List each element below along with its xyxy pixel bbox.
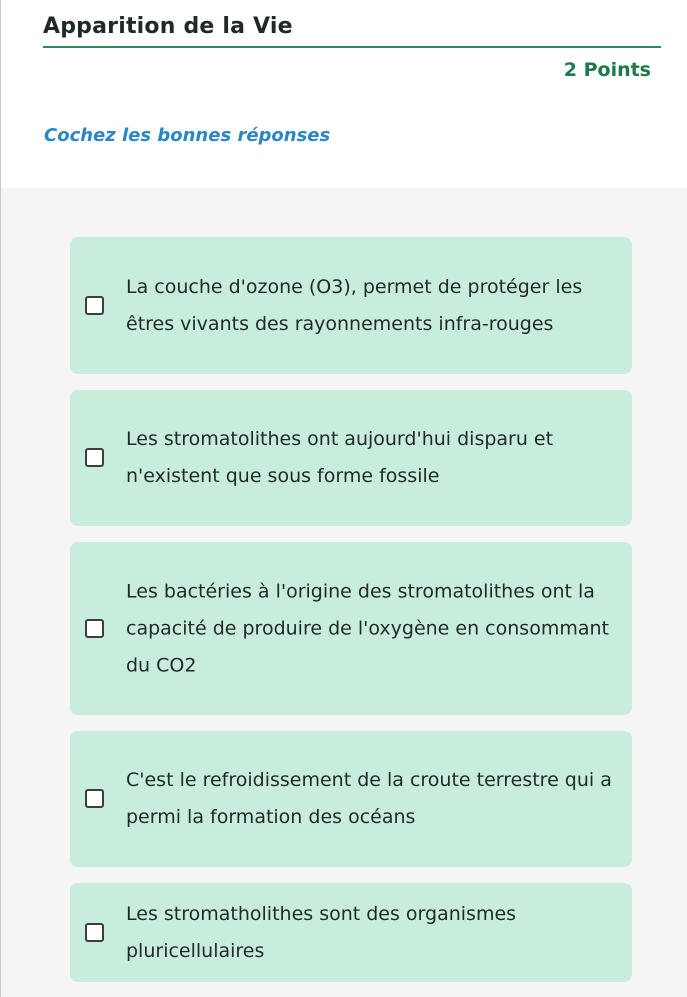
answer-option-2[interactable] [70,390,632,526]
question-title: Apparition de la Vie [43,14,293,39]
answer-option-5[interactable] [70,883,632,982]
answer-text-5: Les stromatholithes sont des organismes pluricellulaires [126,902,517,962]
instruction-text: Cochez les bonnes réponses [44,125,331,146]
checkbox-2[interactable] [85,448,104,467]
answer-option-3[interactable] [70,542,632,715]
answer-text-2: Les stromatolithes ont aujourd'hui disparu et n'existent que sous forme fossile [126,428,554,487]
answer-text-4: C'est le refroidissement de la croute terrestre qui a permi la formation des océans [126,769,612,828]
points-label: 2 Points [563,59,651,81]
checkbox-5[interactable] [85,923,104,942]
answer-option-4[interactable] [70,731,632,867]
answer-text-3: Les bactéries à l'origine des stromatolithes ont la capacité de produire de l'oxygène en consommant du CO2 [126,580,609,676]
answer-text-1: La couche d'ozone (O3), permet de protéger les êtres vivants des rayonnements infra-rouges [126,275,583,335]
question-header [1,0,687,188]
checkbox-1[interactable] [85,296,104,315]
title-divider [43,46,661,48]
checkbox-3[interactable] [85,619,104,638]
answer-option-1[interactable] [70,237,632,374]
checkbox-4[interactable] [85,789,104,808]
